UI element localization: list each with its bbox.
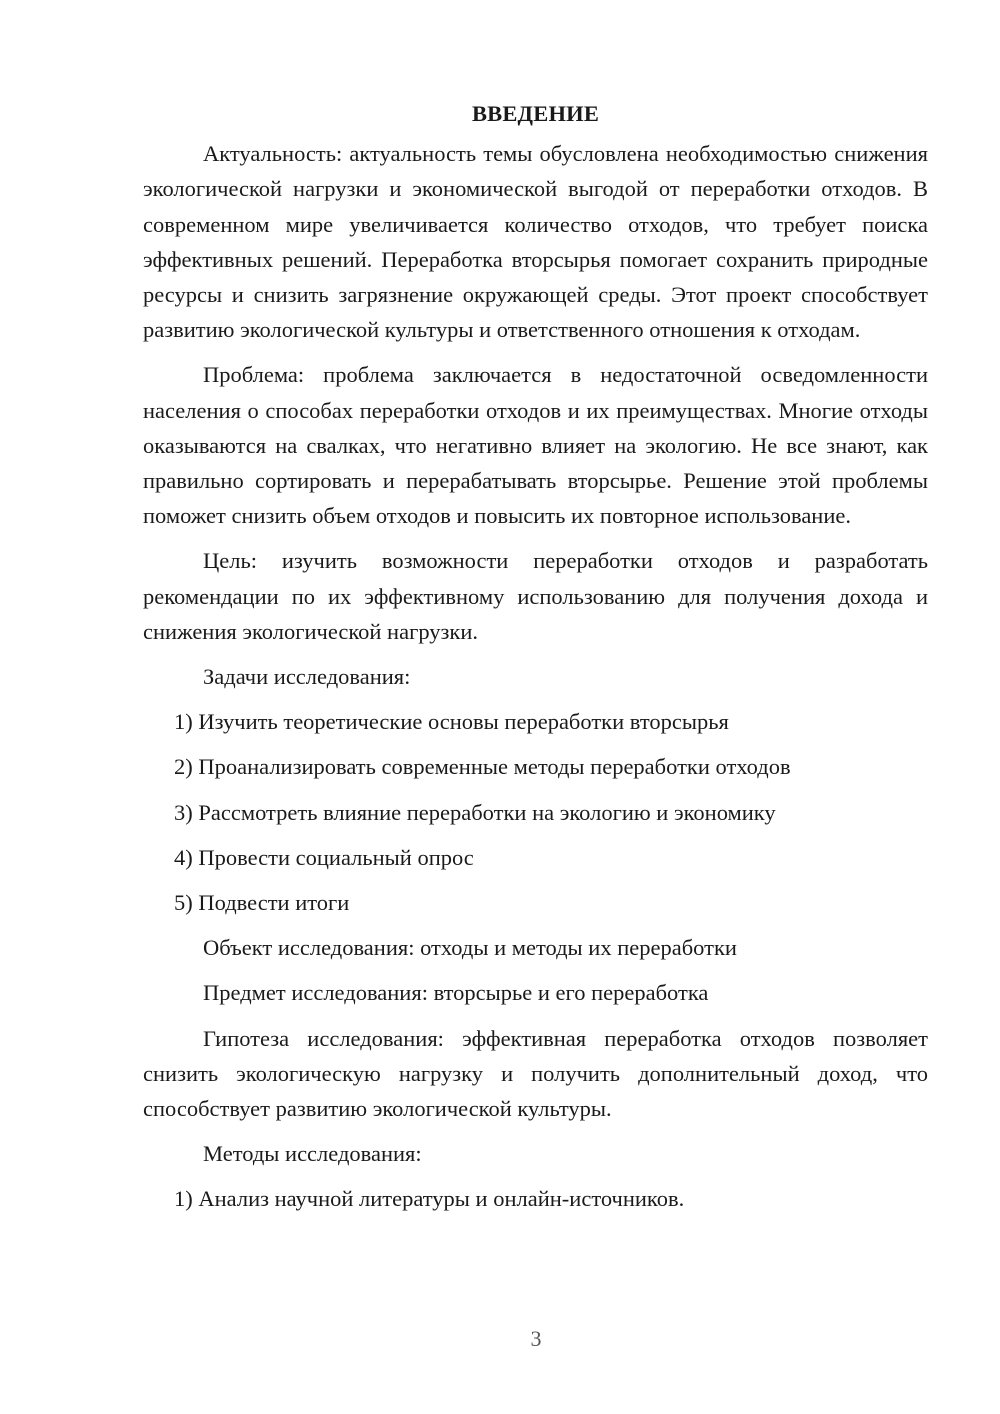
problem-paragraph: Проблема: проблема заключается в недостаточной осведомленности населения о способах переработки отходов и их преимуществах. Многие отходы оказываются на свалках, что негативно влияет на экологию. Не все знают, как правильно сортировать и перерабатывать вторсырье. Решение этой проблемы поможет снизить объем отходов и повысить их повторное использование.: [143, 362, 928, 529]
tasks-list: [143, 704, 928, 920]
document-page: [143, 96, 928, 1227]
methods-list: [143, 1181, 928, 1216]
methods-heading: Методы исследования:: [203, 1141, 422, 1167]
list-item: 5) Подвести итоги: [174, 890, 350, 916]
relevance-paragraph: Актуальность: актуальность темы обусловлена необходимостью снижения экологической нагрузки и экономической выгодой от переработки отходов. В современном мире увеличивается количество отходов, что требует поиска эффективных решений. Переработка вторсырья помогает сохранить природные ресурсы и снизить загрязнение окружающей среды. Этот проект способствует развитию экологической культуры и ответственного отношения к отходам.: [143, 141, 928, 343]
object-paragraph: Объект исследования: отходы и методы их переработки: [203, 935, 737, 961]
list-item: 2) Проанализировать современные методы переработки отходов: [174, 754, 791, 780]
list-item: 3) Рассмотреть влияние переработки на экологию и экономику: [174, 799, 776, 825]
tasks-heading: Задачи исследования:: [203, 664, 411, 690]
list-item: 1) Изучить теоретические основы переработки вторсырья: [174, 709, 729, 735]
hypothesis-paragraph: Гипотеза исследования: эффективная переработка отходов позволяет снизить экологическую нагрузку и получить дополнительный доход, что способствует развитию экологической культуры.: [143, 1025, 928, 1122]
goal-paragraph: Цель: изучить возможности переработки отходов и разработать рекомендации по их эффективному использованию для получения дохода и снижения экологической нагрузки.: [143, 548, 928, 644]
page-number: 3: [530, 1326, 542, 1351]
subject-paragraph: Предмет исследования: вторсырье и его переработка: [203, 980, 709, 1006]
list-item: 4) Провести социальный опрос: [174, 844, 474, 870]
section-title: ВВЕДЕНИЕ: [471, 101, 600, 126]
list-item: 1) Анализ научной литературы и онлайн-источников.: [174, 1186, 685, 1212]
